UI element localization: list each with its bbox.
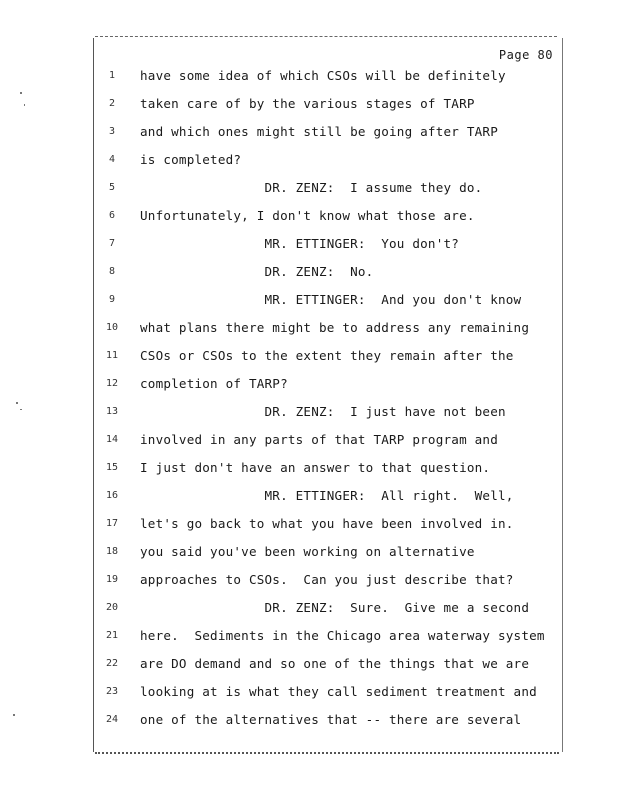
line-number: 4 [108, 154, 116, 165]
scan-speck [16, 402, 18, 404]
transcript-line-text: are DO demand and so one of the things that we are [140, 656, 530, 671]
transcript-line-text: DR. ZENZ: I assume they do. [140, 180, 483, 195]
transcript-line-text: DR. ZENZ: I just have not been [140, 404, 506, 419]
scan-speck [20, 92, 22, 94]
line-number: 6 [108, 210, 116, 221]
transcript-line-text: DR. ZENZ: No. [140, 264, 374, 279]
line-number: 14 [105, 434, 119, 445]
line-number: 10 [105, 322, 119, 333]
line-number: 24 [105, 714, 119, 725]
transcript-line-text: let's go back to what you have been involved in. [140, 516, 514, 531]
transcript-line-text: MR. ETTINGER: You don't? [140, 236, 460, 251]
transcript-line-text: MR. ETTINGER: And you don't know [140, 292, 522, 307]
scan-speck [20, 409, 22, 410]
line-number: 22 [105, 658, 119, 669]
line-number: 16 [105, 490, 119, 501]
line-number: 8 [108, 266, 116, 277]
transcript-line-text: DR. ZENZ: Sure. Give me a second [140, 600, 530, 615]
page-number: Page 80 [498, 48, 553, 62]
transcript-line-text: have some idea of which CSOs will be definitely [140, 68, 506, 83]
transcript-line-text: involved in any parts of that TARP program and [140, 432, 498, 447]
transcript-line-text: is completed? [140, 152, 242, 167]
transcript-line-text: looking at is what they call sediment treatment and [140, 684, 537, 699]
line-number: 3 [108, 126, 116, 137]
line-number: 23 [105, 686, 119, 697]
transcript-line-text: and which ones might still be going after TARP [140, 124, 498, 139]
transcript-line-text: you said you've been working on alternative [140, 544, 475, 559]
line-number: 20 [105, 602, 119, 613]
line-number: 18 [105, 546, 119, 557]
scan-speck [13, 714, 15, 716]
line-number: 15 [105, 462, 119, 473]
transcript-line-text: one of the alternatives that -- there are several [140, 712, 522, 727]
line-number: 11 [105, 350, 119, 361]
transcript-line-text: I just don't have an answer to that question. [140, 460, 491, 475]
top-border [95, 36, 557, 37]
line-number: 9 [108, 294, 116, 305]
line-number: 13 [105, 406, 119, 417]
bottom-border [95, 752, 559, 754]
page-frame [93, 38, 563, 752]
line-number: 17 [105, 518, 119, 529]
transcript-line-text: what plans there might be to address any remaining [140, 320, 530, 335]
transcript-line-text: CSOs or CSOs to the extent they remain after the [140, 348, 514, 363]
scan-speck [24, 104, 25, 106]
line-number: 2 [108, 98, 116, 109]
line-number: 21 [105, 630, 119, 641]
transcript-line-text: completion of TARP? [140, 376, 288, 391]
line-number: 7 [108, 238, 116, 249]
transcript-line-text: Unfortunately, I don't know what those are. [140, 208, 475, 223]
transcript-line-text: here. Sediments in the Chicago area waterway system [140, 628, 545, 643]
transcript-line-text: MR. ETTINGER: All right. Well, [140, 488, 514, 503]
line-number: 5 [108, 182, 116, 193]
line-number: 1 [108, 70, 116, 81]
line-number: 19 [105, 574, 119, 585]
transcript-line-text: approaches to CSOs. Can you just describe that? [140, 572, 514, 587]
line-number: 12 [105, 378, 119, 389]
transcript-line-text: taken care of by the various stages of TARP [140, 96, 475, 111]
